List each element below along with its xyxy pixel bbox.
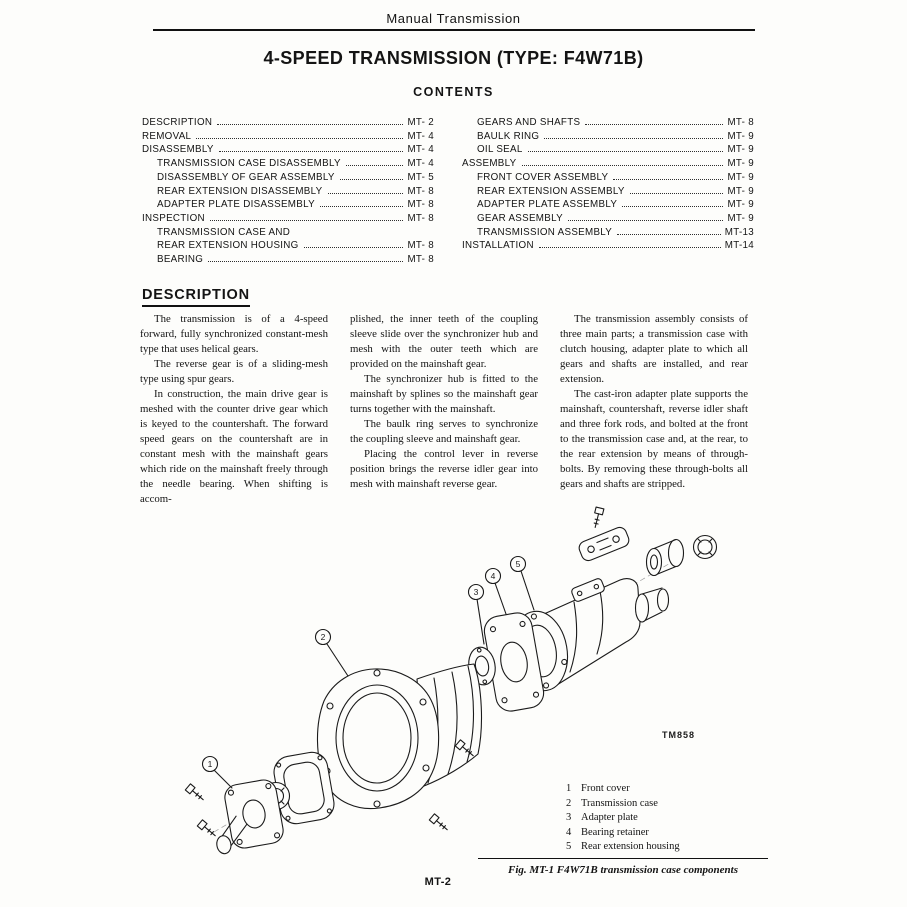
toc-entry-page: MT- 9 [727,158,754,170]
description-columns [140,312,748,507]
toc-entry-label: BEARING [157,254,204,266]
svg-text:4: 4 [490,571,496,581]
toc-entry [462,157,754,171]
svg-text:1: 1 [207,759,213,769]
legend-item-number: 3 [566,812,572,823]
svg-text:5: 5 [515,559,521,569]
cover-bolt-part [197,820,217,839]
toc-entry-label: OIL SEAL [477,144,523,156]
legend-item [566,826,680,841]
toc-leader-dots [539,247,721,248]
toc-entry [142,253,434,267]
toc-entry [462,198,754,212]
toc-entry [462,130,754,144]
toc-leader-dots [217,124,403,125]
toc-entry [142,198,434,212]
toc-entry-label: REAR EXTENSION ASSEMBLY [477,185,625,197]
toc-entry-label: DISASSEMBLY [142,144,214,156]
legend-item-label: Front cover [581,783,630,794]
toc-entry-page: MT- 9 [727,144,754,156]
toc-entry [142,239,434,253]
toc-leader-dots [622,206,723,207]
description-column [350,312,538,507]
description-paragraph: Placing the control lever in reverse position brings the reverse idler gear into mesh with mainshaft reverse gear. [350,448,538,490]
toc-entry-label: DISASSEMBLY OF GEAR ASSEMBLY [157,171,335,183]
toc-entry [142,212,434,226]
toc-leader-dots [210,220,404,221]
toc-entry [462,116,754,130]
toc-entry [142,130,434,144]
drain-bolt-part [429,814,449,833]
toc-entry [142,185,434,199]
description-paragraph: The baulk ring serves to synchronize the coupling sleeve and mainshaft gear. [350,418,538,445]
legend-item-number: 2 [566,797,572,809]
legend-item-number: 1 [566,783,572,794]
toc-entry-label: INSTALLATION [462,240,534,252]
contents-heading: CONTENTS [413,85,494,99]
toc-leader-dots [208,261,403,262]
toc-entry-label: ASSEMBLY [462,158,517,170]
toc-entry [462,212,754,226]
description-heading: DESCRIPTION [142,287,250,307]
toc-entry-label: GEARS AND SHAFTS [477,117,581,128]
figure-code: TM858 [662,730,696,740]
toc-entry-page: MT- 4 [407,144,434,156]
svg-text:2: 2 [320,632,326,642]
toc-entry [142,116,434,130]
top-bracket-part [577,525,631,562]
callout-5 [511,557,535,611]
callout-4 [486,569,507,615]
toc-entry-page: MT- 8 [407,240,434,252]
toc-entry-label: FRONT COVER ASSEMBLY [477,171,609,183]
toc-entry [462,143,754,157]
toc-entry [142,143,434,157]
toc-entry [462,239,754,253]
header-rule [153,29,755,31]
toc-leader-dots [219,151,404,152]
description-paragraph: The synchronizer hub is fitted to the mainshaft by splines so the mainshaft gear turns together with the mainshaft. [350,373,538,415]
toc-entry-label: DESCRIPTION [142,117,213,128]
legend-item [566,782,680,797]
toc-leader-dots [340,179,404,180]
toc-entry-label: REAR EXTENSION HOUSING [157,240,299,252]
legend-item-label: Rear extension housing [581,841,680,852]
page-number: MT-2 [424,876,452,888]
legend-item-number: 5 [566,841,572,852]
description-paragraph: The reverse gear is of a sliding-mesh type using spur gears. [140,358,328,385]
front-cover-part [207,778,285,855]
transmission-case-part [317,664,481,809]
toc-column-right [462,116,754,253]
toc-entry-page: MT- 4 [407,158,434,170]
toc-leader-dots [196,138,403,139]
bushing-part [647,540,684,576]
toc-entry-label: INSPECTION [142,212,205,224]
toc-entry-label: GEAR ASSEMBLY [477,212,563,224]
legend-item [566,811,680,826]
toc-entry-page: MT- 8 [407,254,434,266]
page-title: 4-SPEED TRANSMISSION (TYPE: F4W71B) [263,48,644,68]
top-bolt-part [591,507,604,528]
legend-item-label: Bearing retainer [581,826,649,838]
figure-legend [566,782,680,855]
toc-entry-page: MT- 9 [727,130,754,142]
toc-entry-page: MT- 8 [407,185,434,197]
toc-leader-dots [320,206,404,207]
legend-item-label: Transmission case [581,797,658,809]
toc-entry-label: REAR EXTENSION DISASSEMBLY [157,185,323,197]
toc-leader-dots [568,220,724,221]
description-column [140,312,328,507]
description-paragraph: In construction, the main drive gear is meshed with the counter drive gear which is keyed to the countershaft. The forward speed gears on the countershaft are in constant mesh with the mainshaft gears which ride on the mainshaft freely through the needle bearing. When shifting is accom- [140,388,328,505]
legend-item-number: 4 [566,826,572,838]
callout-3 [469,585,485,645]
toc-entry-label: BAULK RING [477,130,540,142]
toc-leader-dots [528,151,724,152]
legend-item [566,840,680,855]
snap-ring-part [694,536,717,559]
toc-entry-page: MT- 2 [407,117,434,128]
toc-entry-page: MT-14 [724,240,754,252]
toc-entry-label: REMOVAL [142,130,192,142]
toc-leader-dots [630,193,724,194]
toc-entry [142,171,434,185]
svg-text:3: 3 [473,587,479,597]
toc-entry [142,157,434,171]
toc-entry-page: MT- 9 [727,199,754,211]
description-column [560,312,748,507]
figure-caption: Fig. MT-1 F4W71B transmission case components [478,858,768,876]
toc-entry-page: MT- 8 [727,117,754,128]
description-paragraph: The transmission assembly consists of three main parts; a transmission case with clutch housing, adapter plate to which all gears and shafts are installed, and rear extension. [560,313,748,385]
toc-entry [462,226,754,240]
callout-1 [203,757,233,789]
toc-leader-dots [585,124,723,125]
description-paragraph: The cast-iron adapter plate supports the mainshaft, countershaft, reverse idler shaft and three fork rods, and bolted at the front to the transmission case and, at the rear, to the rear extension by means of through-bolts. By removing these through-bolts all gears and shafts are stripped. [560,388,748,490]
legend-item-label: Adapter plate [581,812,638,823]
toc-leader-dots [613,179,723,180]
toc-entry-label: TRANSMISSION CASE DISASSEMBLY [157,158,341,170]
description-paragraph: The transmission is of a 4-speed forward, fully synchronized constant-mesh type that uses helical gears. [140,313,328,355]
toc-entry-label: TRANSMISSION ASSEMBLY [477,226,613,238]
toc-entry-page: MT- 8 [407,199,434,211]
toc-leader-dots [617,234,721,235]
toc-entry [142,226,434,240]
toc-entry-page: MT- 9 [727,185,754,197]
toc-entry-page: MT- 8 [407,212,434,224]
toc-entry-page: MT- 9 [727,171,754,183]
legend-item [566,797,680,812]
toc-entry-page: MT- 9 [727,212,754,224]
toc-entry-page: MT-13 [724,226,754,238]
toc-leader-dots [522,165,724,166]
cover-bolt-part [185,784,205,803]
callout-2 [316,630,349,677]
toc-entry-label: ADAPTER PLATE ASSEMBLY [477,199,618,211]
toc-column-left [142,116,434,267]
toc-leader-dots [328,193,404,194]
toc-entry-label: ADAPTER PLATE DISASSEMBLY [157,199,315,211]
toc-entry [462,185,754,199]
toc-entry-page: MT- 5 [407,171,434,183]
toc-leader-dots [346,165,404,166]
toc-entry-label: TRANSMISSION CASE AND [157,226,291,238]
toc-leader-dots [544,138,723,139]
description-paragraph: plished, the inner teeth of the coupling sleeve slide over the synchronizer hub and mesh with the outer teeth which are provided on the mainshaft gear. [350,313,538,370]
toc-leader-dots [304,247,404,248]
toc-entry-page: MT- 4 [407,130,434,142]
toc-entry [462,171,754,185]
running-header: Manual Transmission [386,11,521,26]
